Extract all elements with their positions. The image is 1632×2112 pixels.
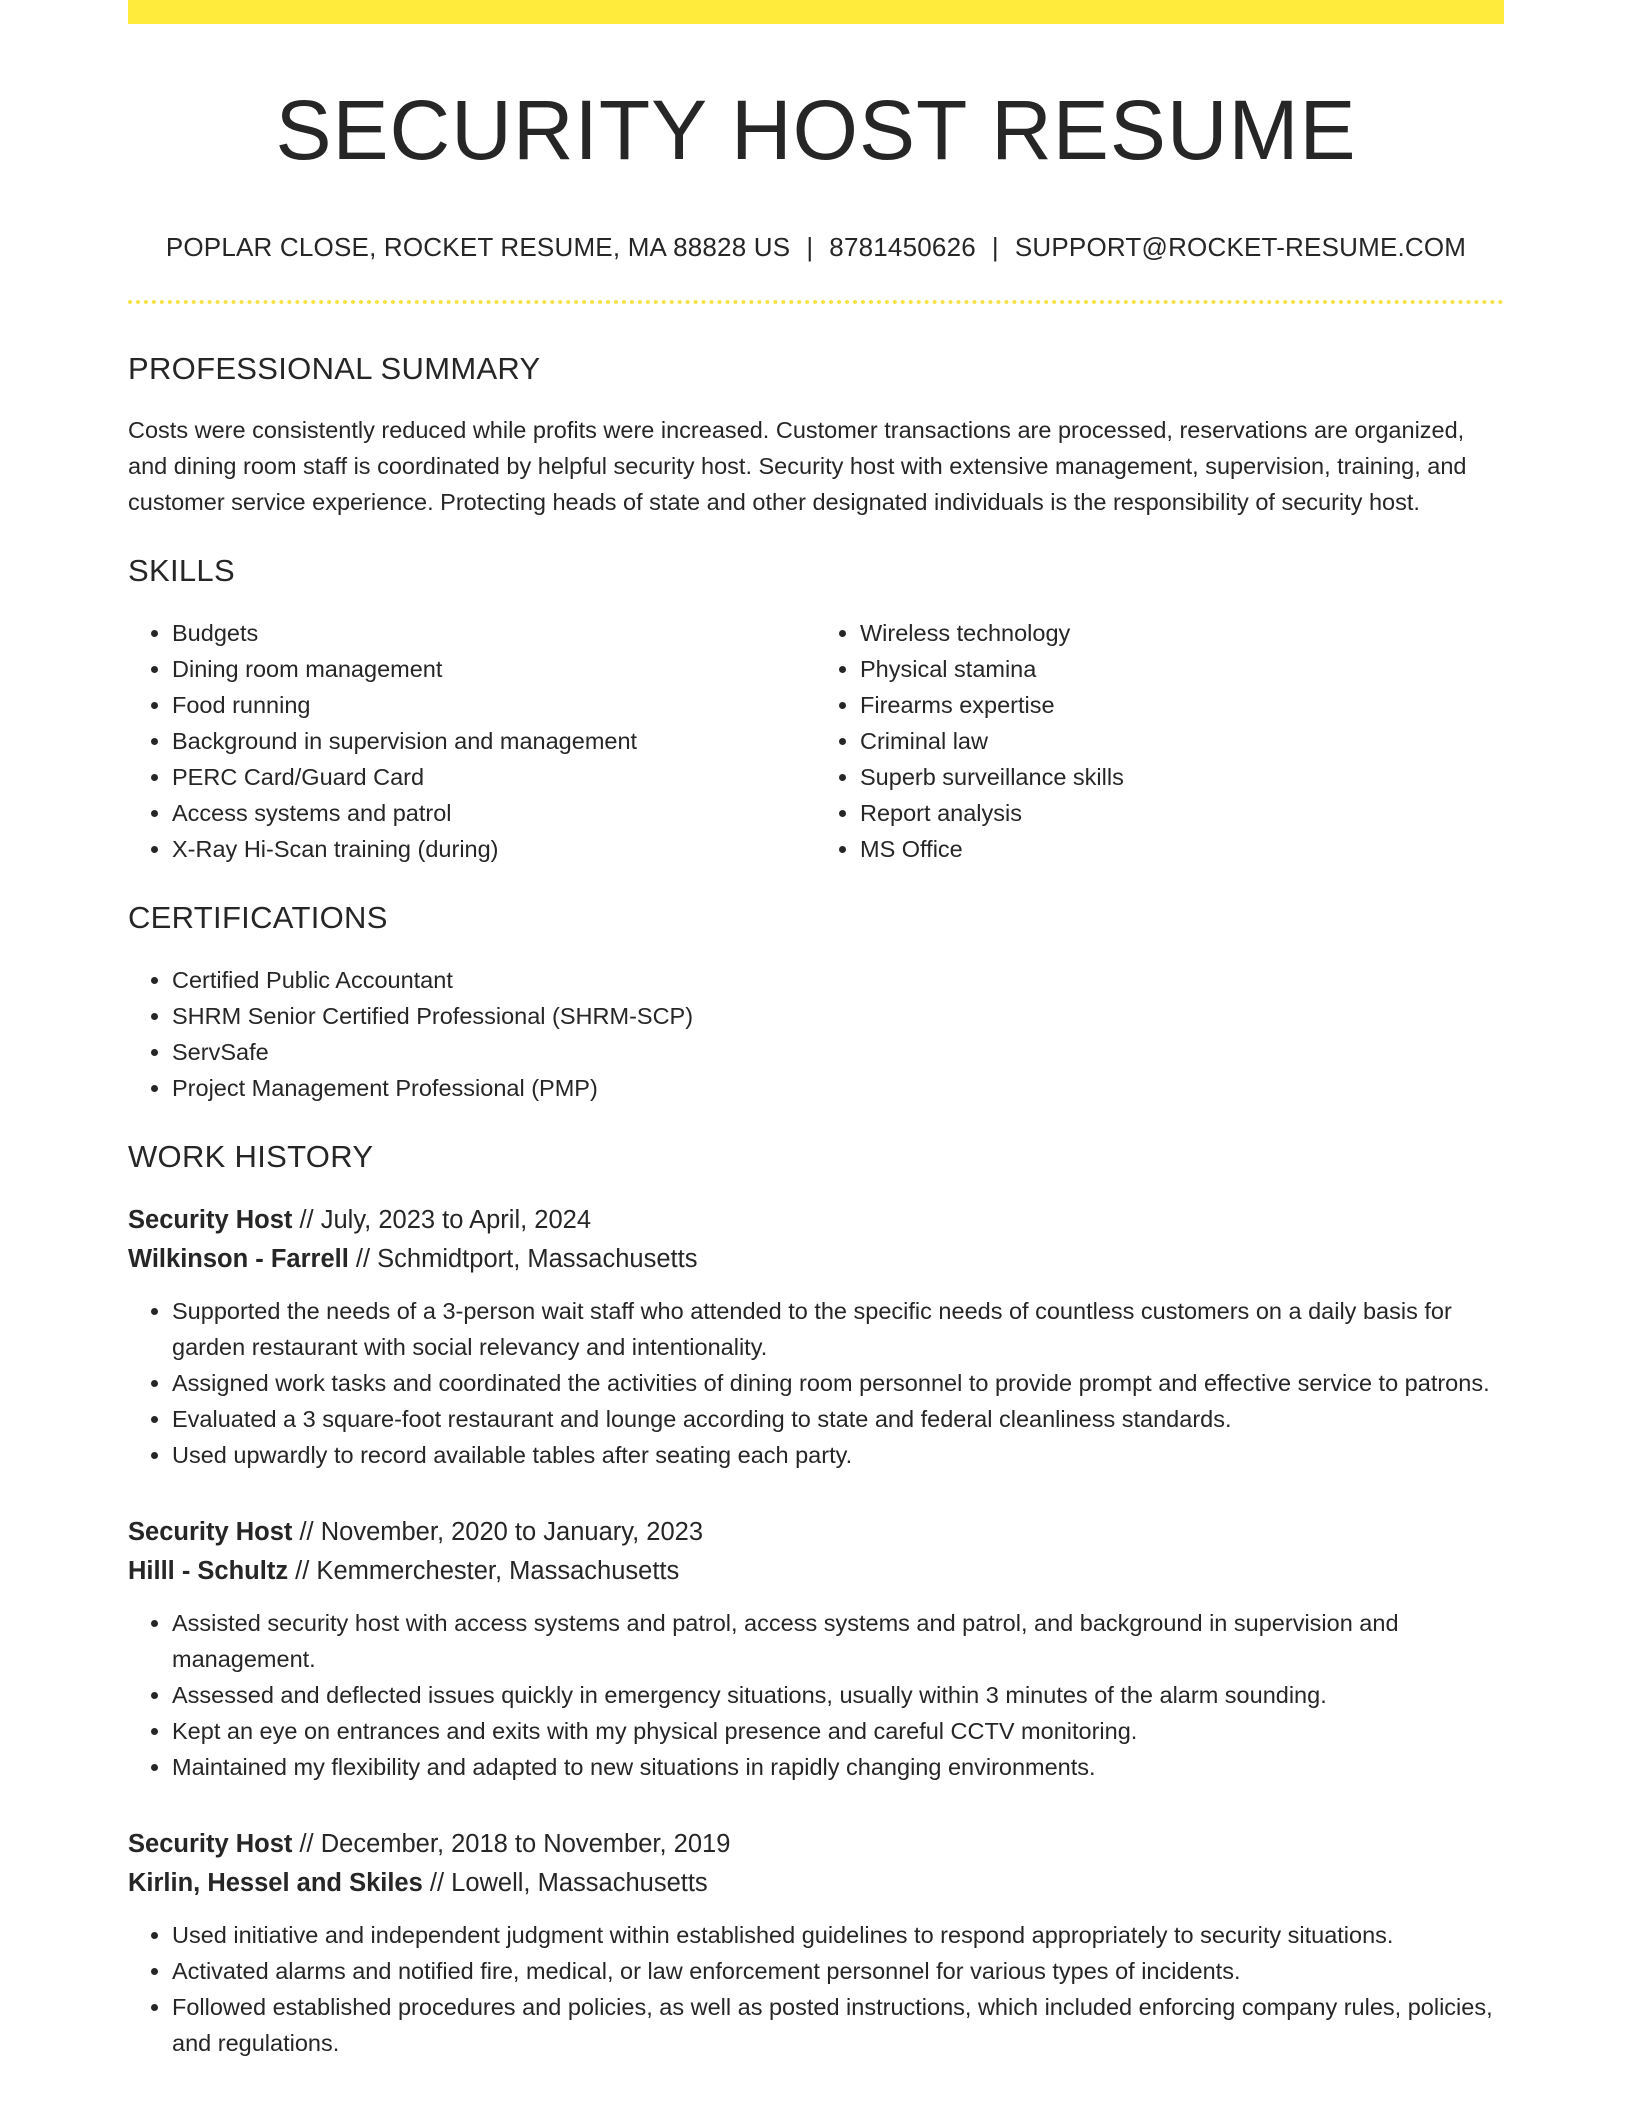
work-history-heading: WORK HISTORY [128,1138,374,1174]
skill-item: • Budgets [172,615,816,651]
skill-item: • Dining room management [172,651,816,687]
job-bullet: • Maintained my flexibility and adapted to new situations in rapidly changing environments. [172,1749,1504,1785]
job-role-line [128,1201,1504,1240]
job-entry [128,1825,1504,2061]
skill-item: • Background in supervision and management [172,723,816,759]
contact-separator: | [806,232,814,263]
job-bullet: • Activated alarms and notified fire, medical, or law enforcement personnel for various types of incidents. [172,1953,1504,1989]
job-location: // Kemmerchester, Massachusetts [288,1557,680,1586]
skills-heading: SKILLS [128,552,235,588]
contact-address: POPLAR CLOSE, ROCKET RESUME, MA 88828 US [165,232,791,263]
job-bullet: • Followed established procedures and policies, as well as posted instructions, which included enforcing company rules, policies, and regulations. [172,1989,1504,2061]
job-bullet: • Assisted security host with access systems and patrol, access systems and patrol, and background in supervision and management. [172,1605,1504,1677]
certifications-list [128,962,1504,1106]
job-role-line [128,1513,1504,1552]
skills-list-right [816,615,1504,867]
skill-item: • Access systems and patrol [172,795,816,831]
certification-item: • SHRM Senior Certified Professional (SHRM-SCP) [172,998,1504,1034]
job-location: // Lowell, Massachusetts [422,1869,708,1898]
job-bullet: • Used initiative and independent judgment within established guidelines to respond appropriately to security situations. [172,1917,1504,1953]
job-dates: // December, 2018 to November, 2019 [292,1830,731,1859]
contact-line [128,232,1504,263]
job-role-line [128,1825,1504,1864]
job-company-line [128,1240,1504,1279]
job-bullets [128,1605,1504,1785]
job-dates: // July, 2023 to April, 2024 [292,1206,592,1235]
resume-page [128,0,1504,2061]
summary-text: Costs were consistently reduced while profits were increased. Customer transactions are processed, reservations are organized, and dining room staff is coordinated by helpful security host. Security host with extensive management, supervision, training, and customer service experience. Protecting heads of state and other designated individuals is the responsibility of security host. [128,416,1467,515]
job-bullet: • Evaluated a 3 square-foot restaurant and lounge according to state and federal cleanliness standards. [172,1401,1504,1437]
job-company: Kirlin, Hessel and Skiles [128,1869,423,1898]
contact-separator: | [991,232,999,263]
job-role: Security Host [128,1830,293,1859]
job-bullet: • Assessed and deflected issues quickly in emergency situations, usually within 3 minutes of the alarm sounding. [172,1677,1504,1713]
job-bullet: • Kept an eye on entrances and exits with my physical presence and careful CCTV monitoring. [172,1713,1504,1749]
dotted-divider [128,300,1504,304]
contact-phone: 8781450626 [829,232,976,263]
certification-item: • ServSafe [172,1034,1504,1070]
skill-item: • Superb surveillance skills [860,759,1504,795]
job-company: Hilll - Schultz [128,1557,289,1586]
job-company: Wilkinson - Farrell [128,1245,349,1274]
contact-email: SUPPORT@ROCKET-RESUME.COM [1014,232,1467,263]
job-company-line [128,1552,1504,1591]
skills-columns [128,615,1504,867]
certifications-heading: CERTIFICATIONS [128,899,388,935]
skill-item: • X-Ray Hi-Scan training (during) [172,831,816,867]
summary-heading: PROFESSIONAL SUMMARY [128,351,541,387]
job-location: // Schmidtport, Massachusetts [348,1245,698,1274]
skill-item: • PERC Card/Guard Card [172,759,816,795]
certification-item: • Project Management Professional (PMP) [172,1070,1504,1106]
skill-item: • MS Office [860,831,1504,867]
skill-item: • Report analysis [860,795,1504,831]
job-role: Security Host [128,1206,293,1235]
skill-item: • Physical stamina [860,651,1504,687]
skill-item: • Food running [172,687,816,723]
skills-list-left [128,615,816,867]
job-bullets [128,1917,1504,2061]
certification-item: • Certified Public Accountant [172,962,1504,998]
job-bullets [128,1293,1504,1473]
job-bullet: • Assigned work tasks and coordinated the activities of dining room personnel to provide prompt and effective service to patrons. [172,1365,1504,1401]
job-bullet: • Used upwardly to record available tables after seating each party. [172,1437,1504,1473]
job-bullet: • Supported the needs of a 3-person wait staff who attended to the specific needs of countless customers on a daily basis for garden restaurant with social relevancy and intentionality. [172,1293,1504,1365]
resume-title: SECURITY HOST RESUME [275,83,1357,177]
skill-item: • Wireless technology [860,615,1504,651]
job-company-line [128,1864,1504,1903]
job-dates: // November, 2020 to January, 2023 [292,1518,704,1547]
job-entry [128,1201,1504,1473]
skill-item: • Criminal law [860,723,1504,759]
accent-bar [128,0,1504,24]
skill-item: • Firearms expertise [860,687,1504,723]
job-role: Security Host [128,1518,293,1547]
job-entry [128,1513,1504,1785]
